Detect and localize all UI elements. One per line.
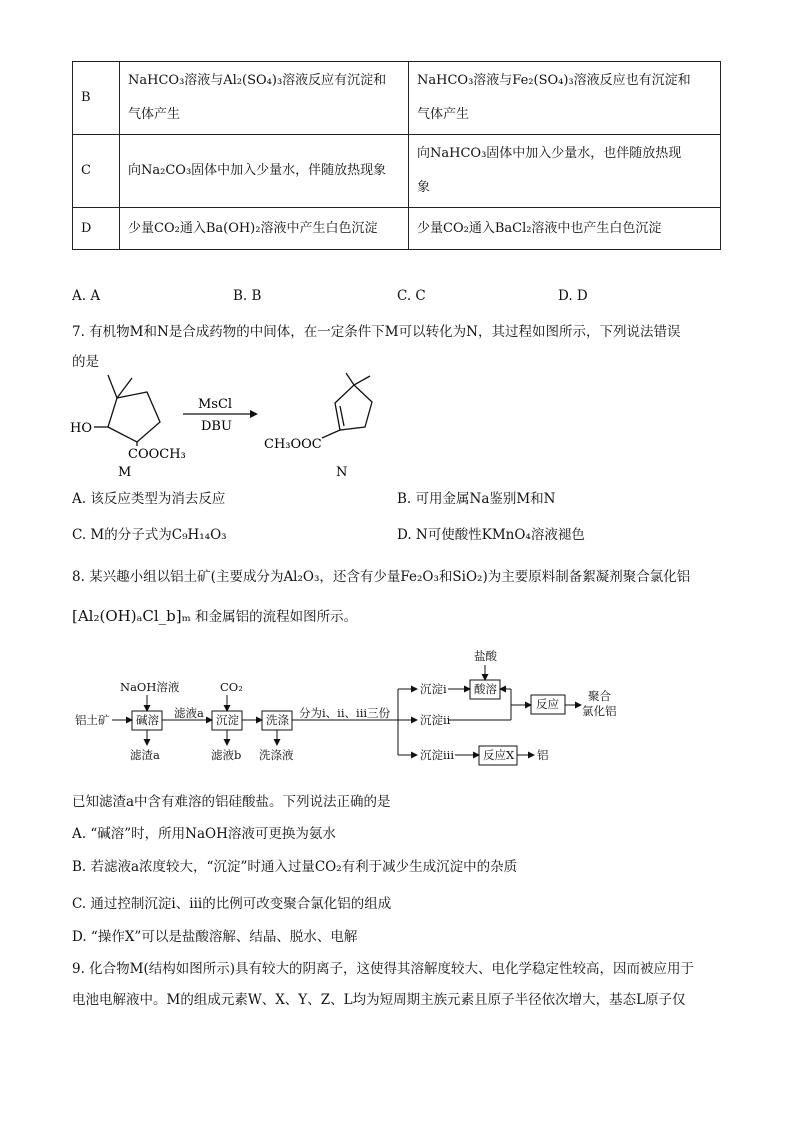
- cell-text: 象: [417, 180, 431, 195]
- product-label-line1: 聚合: [588, 689, 611, 703]
- aluminum-label: 铝: [537, 748, 549, 762]
- naoh-label: NaOH溶液: [120, 680, 180, 694]
- formula-polyaluminum: [Al₂(OH)ₐCl_b]ₘ: [72, 607, 191, 625]
- row-label: D: [73, 208, 120, 250]
- m-ester-label: COOCH₃: [128, 447, 186, 462]
- reaction-label: 反应: [536, 697, 559, 711]
- question-8-stem-cont: [72, 605, 357, 625]
- option-d: D. N可使酸性KMnO₄溶液褪色: [397, 527, 585, 543]
- option-b: B. B: [233, 288, 262, 304]
- wash-label: 洗涤: [266, 713, 289, 727]
- question-9-stem-cont: 电池电解液中。M的组成元素W、X、Y、Z、L均为短周期主族元素且原子半径依次增大，基态L原子仅: [72, 992, 686, 1008]
- table-row: [73, 62, 721, 135]
- precipitate-label: 沉淀: [216, 713, 239, 727]
- question-7-stem-cont: 的是: [72, 354, 99, 370]
- option-c: C. M的分子式为C₉H₁₄O₃: [72, 527, 227, 543]
- table-cell: [120, 62, 409, 135]
- cell-text: NaHCO₃溶液与Fe₂(SO₄)₃溶液反应也有沉淀和: [417, 73, 691, 88]
- stem-text: 和金属铝的流程如图所示。: [195, 609, 358, 625]
- ppt-ii-label: 沉淀ii: [420, 713, 451, 727]
- product-label-line2: 氯化铝: [582, 704, 617, 718]
- acid-dissolve-label: 酸溶: [474, 682, 497, 696]
- process-flow-diagram: [70, 645, 670, 775]
- question-8-stem: 8. 某兴趣小组以铝土矿(主要成分为Al₂O₃，还含有少量Fe₂O₃和SiO₂)为主要原料制备絮凝剂聚合氯化铝: [72, 569, 691, 585]
- split-label: 分为i、ii、iii三份: [299, 706, 391, 720]
- reaction-diagram: [60, 370, 400, 485]
- option-d: D. D: [558, 288, 588, 304]
- table-row: [73, 208, 721, 250]
- table-cell: [409, 135, 721, 208]
- ore-label: 铝土矿: [75, 713, 110, 727]
- cell-text: NaHCO₃溶液与Al₂(SO₄)₃溶液反应有沉淀和: [128, 73, 387, 88]
- reaction-x-label: 反应X: [483, 748, 515, 762]
- co2-label: CO₂: [220, 680, 243, 694]
- m-label: M: [118, 465, 132, 480]
- n-label: N: [336, 465, 348, 480]
- filtrate-a-label: 滤液a: [174, 706, 204, 720]
- wash-liquid-label: 洗涤液: [259, 748, 294, 762]
- comparison-table: [72, 61, 721, 250]
- reagent-dbu: DBU: [201, 419, 232, 434]
- n-ester-label: CH₃OOC: [264, 437, 322, 452]
- option-b: B. 可用金属Na鉴别M和N: [397, 491, 556, 507]
- option-a: A. A: [72, 288, 101, 304]
- alkali-dissolve-label: 碱溶: [136, 713, 159, 727]
- molecule-m: [94, 375, 160, 446]
- molecule-n: [322, 373, 372, 438]
- cell-text: 气体产生: [128, 107, 181, 122]
- cell-text: 向Na₂CO₃固体中加入少量水，伴随放热现象: [128, 163, 387, 178]
- question-8-known: 已知滤渣a中含有难溶的铝硅酸盐。下列说法正确的是: [72, 794, 391, 810]
- table-cell: [120, 208, 409, 250]
- hcl-label: 盐酸: [474, 649, 497, 663]
- arrow-head: [250, 410, 258, 418]
- cell-text: 气体产生: [417, 107, 470, 122]
- cell-text: 少量CO₂通入BaCl₂溶液中也产生白色沉淀: [417, 220, 662, 236]
- option-c: C. C: [397, 288, 426, 304]
- table-row: [73, 135, 721, 208]
- option-a: A. “碱溶”时，所用NaOH溶液可更换为氨水: [72, 826, 336, 842]
- cell-text: 少量CO₂通入Ba(OH)₂溶液中产生白色沉淀: [128, 220, 378, 236]
- cell-text: 向NaHCO₃固体中加入少量水，也伴随放热现: [417, 146, 682, 161]
- row-label: C: [73, 135, 120, 208]
- option-d: D. “操作X”可以是盐酸溶解、结晶、脱水、电解: [72, 929, 358, 945]
- option-c: C. 通过控制沉淀ⅰ、ⅱi的比例可改变聚合氯化铝的组成: [72, 896, 392, 912]
- question-7-stem: 7. 有机物M和N是合成药物的中间体，在一定条件下M可以转化为N，其过程如图所示，下列说法错误: [72, 324, 681, 340]
- reagent-mscl: MsCl: [198, 397, 233, 412]
- option-b: B. 若滤液a浓度较大，“沉淀”时通入过量CO₂有利于减少生成沉淀中的杂质: [72, 859, 518, 875]
- row-label: B: [73, 62, 120, 135]
- filtrate-b-label: 滤液b: [211, 748, 242, 762]
- option-a: A. 该反应类型为消去反应: [72, 491, 226, 507]
- table-cell: [409, 208, 721, 250]
- ppt-iii-label: 沉淀iii: [420, 748, 455, 762]
- question-9-stem: 9. 化合物M(结构如图所示)具有较大的阴离子，这使得其溶解度较大、电化学稳定性较高，因而被应用于: [72, 961, 695, 977]
- m-hydroxyl-label: HO: [70, 421, 92, 436]
- residue-a-label: 滤渣a: [130, 748, 160, 762]
- ppt-i-label: 沉淀i: [420, 682, 447, 696]
- table-cell: [120, 135, 409, 208]
- table-cell: [409, 62, 721, 135]
